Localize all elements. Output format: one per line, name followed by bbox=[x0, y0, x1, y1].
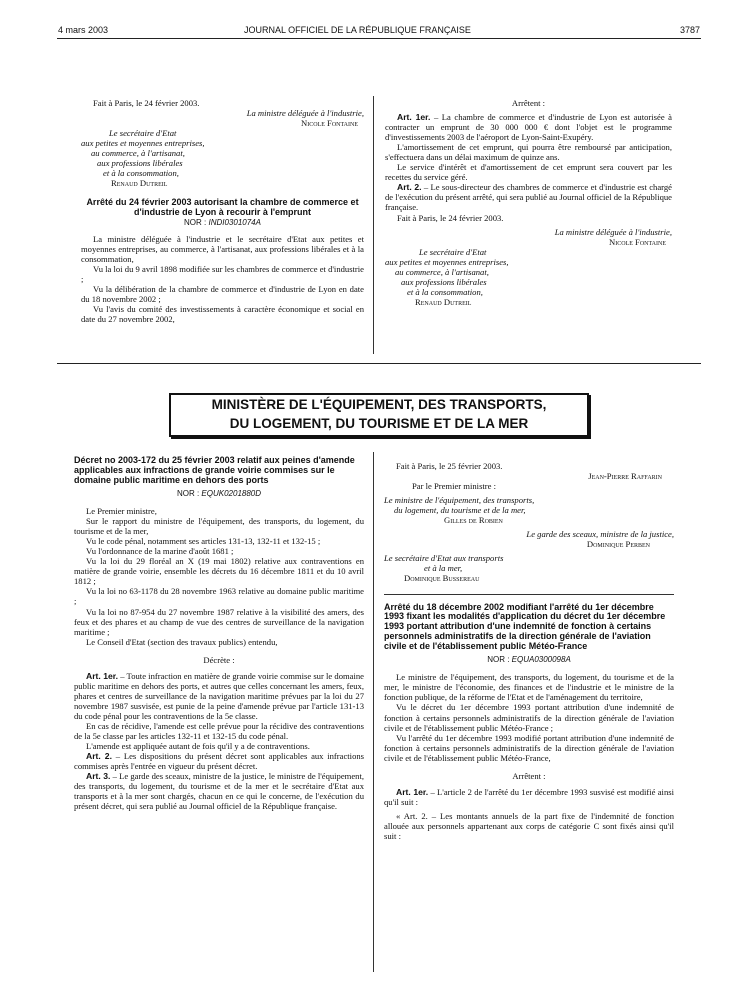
secretary-name: Renaud Dutreil bbox=[111, 178, 168, 189]
secretary-signature bbox=[81, 128, 364, 188]
secretary-line: au commerce, à l'artisanat, bbox=[395, 266, 489, 277]
preamble-paragraph: Vu la loi du 29 floréal an X (19 mai 1802) relative aux contraventions en matière de grande voirie, ensemble les décrets du 16 décembre 1811 et du 10 avril 1812 ; bbox=[74, 556, 364, 587]
preamble-paragraph: Vu le décret du 1er décembre 1993 portant attribution d'une indemnité de fonction à certains personnels administratifs de la direction générale de l'aviation civile et de l'établissement public Météo-France ; bbox=[384, 702, 674, 733]
minister-role: La ministre déléguée à l'industrie, bbox=[554, 226, 672, 237]
preamble-paragraph: Le Premier ministre, bbox=[86, 506, 157, 517]
paragraph: En cas de récidive, l'amende est celle prévue pour la récidive des contraventions de la 5e classe par les articles 132-11 et 132-15 du code pénal. bbox=[74, 720, 364, 742]
nor-reference: NOR : EQUK0201880D bbox=[176, 488, 262, 498]
page-header bbox=[0, 0, 748, 35]
article-2: Art. 2. – Le sous-directeur des chambres de commerce et d'industrie est chargé de l'exécution du présent arrêté, qui sera publié au Journal officiel de la République française. bbox=[385, 182, 672, 213]
arretent-heading: Arrêtent : bbox=[512, 770, 546, 781]
arretent-heading: Arrêtent : bbox=[511, 98, 546, 108]
secretary-line: aux petites et moyennes entreprises, bbox=[81, 138, 205, 149]
preamble-paragraph: Vu l'avis du comité des investissements à caractère économique et social en date du 27 novembre 2002, bbox=[81, 303, 364, 324]
signature-date: Fait à Paris, le 25 février 2003. bbox=[396, 461, 503, 471]
minister-name: Gilles de Robien bbox=[444, 515, 503, 526]
secretary-name: Dominique Bussereau bbox=[404, 573, 480, 584]
minister-line: du logement, du tourisme et de la mer, bbox=[394, 505, 526, 516]
preamble-paragraph: Vu le code pénal, notamment ses articles 131-13, 132-11 et 132-15 ; bbox=[86, 536, 321, 547]
preamble-paragraph: Le Conseil d'Etat (section des travaux publics) entendu, bbox=[86, 636, 278, 647]
decret-title: Décret no 2003-172 du 25 février 2003 relatif aux peines d'amende applicables aux infractions de grande voirie commises sur le domaine public maritime en dehors des ports bbox=[74, 455, 355, 485]
secretary-line: Le secrétaire d'Etat bbox=[419, 246, 487, 257]
minister-role: La ministre déléguée à l'industrie, bbox=[246, 108, 364, 119]
preamble-paragraph: La ministre déléguée à l'industrie et le secrétaire d'Etat aux petites et moyennes entreprises, au commerce, à l'artisanat, aux professions libérales et à la consommation, bbox=[81, 233, 364, 264]
article-2: Art. 2. – Les dispositions du présent décret sont applicables aux infractions commises après l'entrée en vigueur du présent décret. bbox=[74, 751, 365, 772]
article-1: Art. 1er. – L'article 2 de l'arrêté du 1er décembre 1993 susvisé est modifié ainsi qu'il suit : bbox=[384, 786, 674, 807]
arrete-title: Arrêté du 18 décembre 2002 modifiant l'arrêté du 1er décembre 1993 fixant les modalités d'application du décret du 1er décembre 1993 portant attribution d'une indemnité de fonction à certains personnels administratifs de la direction générale de l'aviation civile et de l'établissement public Météo-France bbox=[384, 601, 666, 652]
quoted-article: « Art. 2. – Les montants annuels de la part fixe de l'indemnité de fonction allouée aux personnels appartenant aux corps de catégorie C sont fixés ainsi qu'il suit : bbox=[384, 810, 674, 841]
secretary-line: au commerce, à l'artisanat, bbox=[91, 148, 185, 159]
minister-name: Nicole Fontaine bbox=[609, 236, 666, 247]
header-rule bbox=[57, 38, 701, 39]
par-le-premier-ministre: Par le Premier ministre : bbox=[412, 481, 497, 492]
paragraph: L'amortissement de cet emprunt, qui pourra être remboursé par anticipation, s'effectuera dans un délai maximum de quinze ans. bbox=[385, 142, 672, 163]
secretary-line: et à la consommation, bbox=[407, 286, 483, 297]
preamble-paragraph: Le ministre de l'équipement, des transports, du logement, du tourisme et de la mer, le ministre de l'économie, des finances et de l'industrie et le ministre de la fonction publique, de la réforme de l'Etat et de l'aménagement du territoire, bbox=[384, 672, 674, 703]
paragraph: L'amende est appliquée autant de fois qu'il y a de contraventions. bbox=[86, 741, 310, 752]
preamble-paragraph: Vu la loi no 87-954 du 27 novembre 1987 relative à la visibilité des amers, des feux et des phares et au champ de vue des centres de surveillance de la navigation maritime ; bbox=[74, 606, 364, 637]
garde-des-sceaux-name: Dominique Perben bbox=[586, 539, 650, 550]
arrete-title: Arrêté du 24 février 2003 autorisant la chambre de commerce et d'industrie de Lyon à recourir à l'emprunt bbox=[86, 197, 359, 218]
signature-date: Fait à Paris, le 24 février 2003. bbox=[93, 98, 200, 108]
article-separator bbox=[384, 594, 674, 595]
header-journal-title: JOURNAL OFFICIEL DE LA RÉPUBLIQUE FRANÇAISE bbox=[244, 25, 471, 35]
garde-des-sceaux-line: Le garde des sceaux, ministre de la justice, bbox=[526, 529, 674, 540]
signature-date: Fait à Paris, le 24 février 2003. bbox=[397, 212, 504, 223]
secretary-signature bbox=[385, 247, 672, 307]
section-rule bbox=[57, 363, 701, 364]
article-1: Art. 1er. – La chambre de commerce et d'industrie de Lyon est autorisée à contracter un emprunt de 30 000 000 € dont l'objet est le programme d'investissements 2003 de l'aéroport de Lyon-Saint-Exupéry. bbox=[385, 112, 672, 143]
secretary-line: Le secrétaire d'Etat aux transports bbox=[384, 553, 504, 564]
ministry-line-2: DU LOGEMENT, DU TOURISME ET DE LA MER bbox=[229, 416, 529, 431]
top-right-column bbox=[385, 98, 672, 307]
secretary-line: aux petites et moyennes entreprises, bbox=[385, 256, 509, 267]
preamble-paragraph: Vu la loi du 9 avril 1898 modifiée sur les chambres de commerce et d'industrie ; bbox=[81, 263, 364, 284]
ministry-line-1: MINISTÈRE DE L'ÉQUIPEMENT, DES TRANSPORTS, bbox=[211, 397, 547, 412]
preamble-paragraph: Vu la loi no 63-1178 du 28 novembre 1963 relative au domaine public maritime ; bbox=[74, 586, 364, 607]
header-date: 4 mars 2003 bbox=[58, 25, 109, 35]
ministry-heading-box bbox=[169, 393, 589, 437]
bottom-left-column bbox=[74, 456, 364, 811]
preamble-paragraph: Sur le rapport du ministre de l'équipement, des transports, du logement, du tourisme et de la mer, bbox=[74, 516, 364, 537]
article-1: Art. 1er. – Toute infraction en matière de grande voirie commise sur le domaine public maritime en dehors des ports, et autres que celles concernant les amers, feux, phares et centres de surveillance de la navigation maritime prévues par la loi du 27 novembre 1987 susvisée, est punie de la peine d'amende prévue par l'article 131-13 du code pénal pour les contraventions de la 5e classe. bbox=[74, 670, 364, 721]
article-3: Art. 3. – Le garde des sceaux, ministre de la justice, le ministre de l'équipement, des transports, du logement, du tourisme et de la mer et le secrétaire d'Etat aux transports et à la mer sont chargés, chacun en ce qui le concerne, de l'exécution du présent décret, qui sera publié au Journal officiel de la République française. bbox=[74, 771, 364, 812]
prime-minister-name: Jean-Pierre Raffarin bbox=[588, 471, 662, 482]
secretary-line: aux professions libérales bbox=[401, 276, 487, 287]
secretary-name: Renaud Dutreil bbox=[415, 296, 472, 307]
top-left-column bbox=[81, 98, 364, 324]
minister-name: Nicole Fontaine bbox=[301, 118, 358, 129]
preamble-paragraph: Vu la délibération de la chambre de commerce et d'industrie de Lyon en date du 18 novembre 2002 ; bbox=[81, 283, 364, 304]
header-page-number: 3787 bbox=[680, 25, 701, 35]
preamble-paragraph: Vu l'arrêté du 1er décembre 1993 modifié portant attribution d'une indemnité de fonction à certains personnels administratifs de la direction générale de l'aviation civile et de l'établissement public Météo-France, bbox=[384, 732, 674, 763]
secretary-line: Le secrétaire d'Etat bbox=[109, 128, 177, 139]
preamble-paragraph: Vu l'ordonnance de la marine d'août 1681 ; bbox=[86, 546, 234, 557]
decrete-heading: Décrète : bbox=[203, 654, 235, 665]
secretary-line: et à la consommation, bbox=[103, 168, 179, 179]
column-divider bbox=[373, 452, 374, 972]
nor-reference: NOR : EQUA0300098A bbox=[487, 654, 571, 664]
secretary-line: et à la mer, bbox=[424, 563, 463, 574]
column-divider bbox=[373, 96, 374, 354]
bottom-right-column bbox=[384, 461, 674, 841]
paragraph: Le service d'intérêt et d'amortissement de cet emprunt sera couvert par les recettes du service géré. bbox=[385, 162, 672, 183]
secretary-line: aux professions libérales bbox=[97, 158, 183, 169]
minister-line: Le ministre de l'équipement, des transports, bbox=[384, 495, 535, 506]
nor-reference: NOR : INDI0301074A bbox=[184, 218, 261, 228]
